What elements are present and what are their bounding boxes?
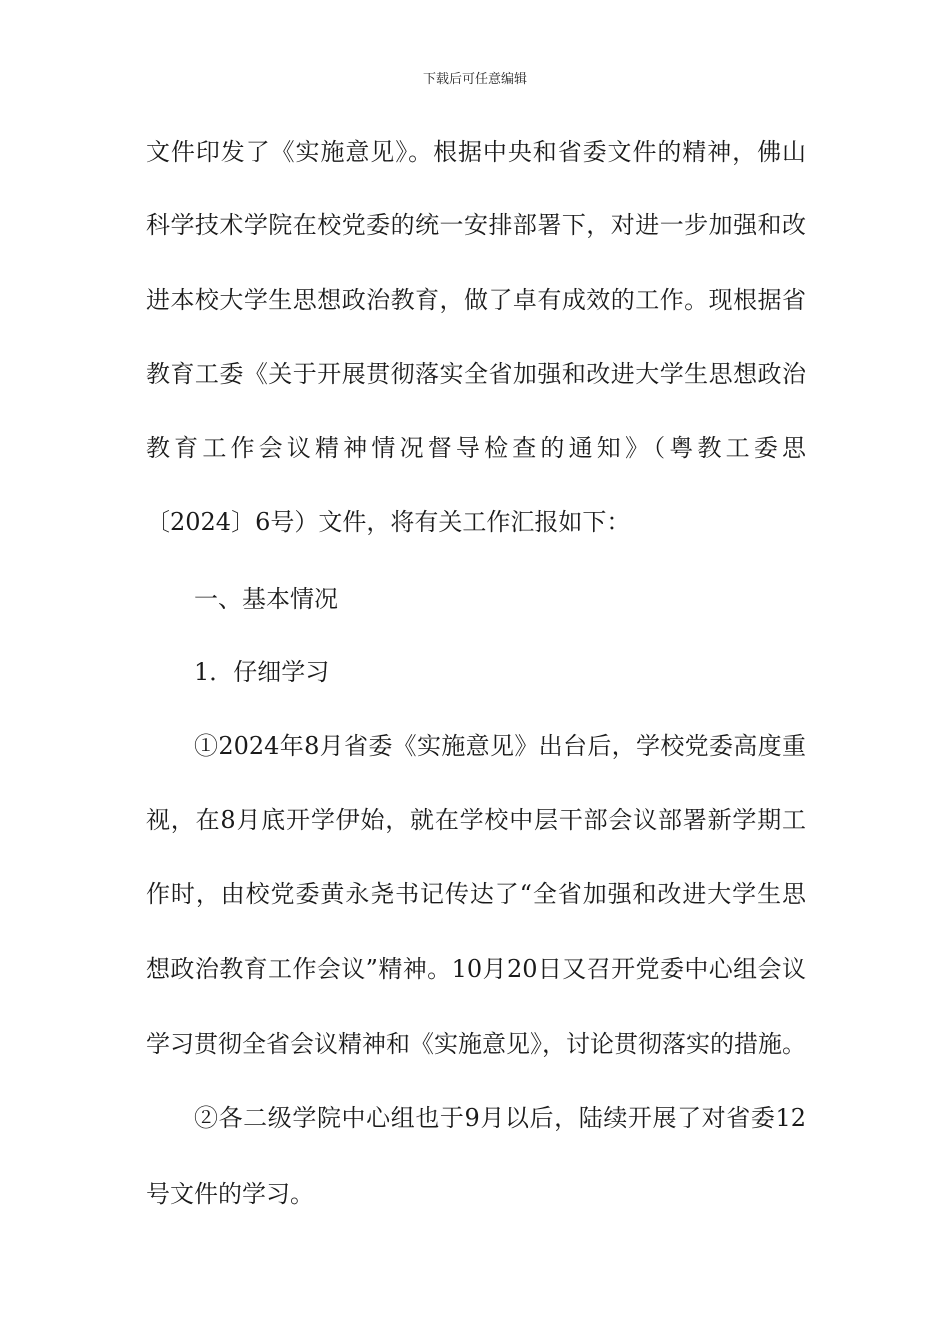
paragraph-line: ②各二级学院中心组也于9月以后，陆续开展了对省委12	[194, 1104, 806, 1132]
section-heading: 一、基本情况	[194, 585, 338, 613]
paragraph-line: 视，在8月底开学伊始，就在学校中层干部会议部署新学期工	[146, 806, 806, 834]
paragraph-line: 作时，由校党委黄永尧书记传达了“全省加强和改进大学生思	[146, 880, 806, 908]
paragraph-line: 教育工委《关于开展贯彻落实全省加强和改进大学生思想政治	[146, 360, 806, 388]
subsection-heading: 1．仔细学习	[194, 658, 330, 686]
paragraph-line: 学习贯彻全省会议精神和《实施意见》，讨论贯彻落实的措施。	[146, 1030, 806, 1058]
paragraph-line: 想政治教育工作会议”精神。10月20日又召开党委中心组会议	[146, 955, 806, 983]
paragraph-line: 进本校大学生思想政治教育，做了卓有成效的工作。现根据省	[146, 286, 806, 314]
paragraph-line: ①2024年8月省委《实施意见》出台后，学校党委高度重	[194, 732, 806, 760]
paragraph-line: 号文件的学习。	[146, 1180, 314, 1208]
paragraph-line: 科学技术学院在校党委的统一安排部署下，对进一步加强和改	[146, 211, 806, 239]
paragraph-line: 文件印发了《实施意见》。根据中央和省委文件的精神，佛山	[146, 138, 806, 166]
paragraph-line: 教育工作会议精神情况督导检查的通知》（粤教工委思	[146, 434, 806, 462]
download-note-header: 下载后可任意编辑	[422, 72, 527, 87]
paragraph-line: 〔2024〕6号）文件，将有关工作汇报如下：	[146, 508, 631, 536]
